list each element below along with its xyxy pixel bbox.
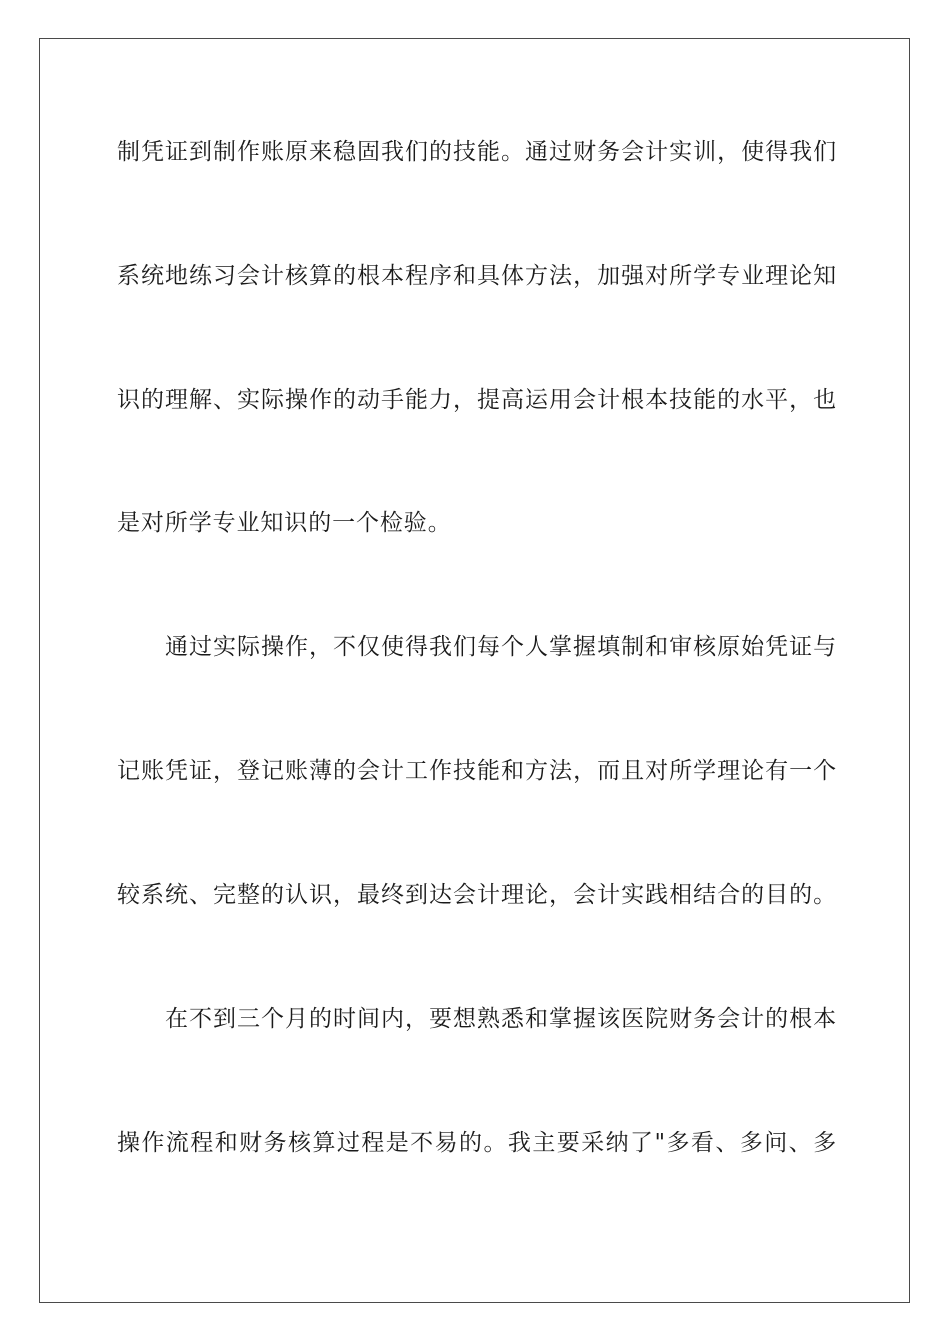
page-border	[39, 38, 910, 1303]
paragraph-line-1: 制凭证到制作账原来稳固我们的技能。通过财务会计实训，使得我们	[117, 139, 837, 165]
paragraph-line-9: 操作流程和财务核算过程是不易的。我主要采纳了"多看、多问、多	[117, 1130, 837, 1156]
paragraph-line-4: 是对所学专业知识的一个检验。	[117, 510, 452, 536]
paragraph-line-5: 通过实际操作，不仅使得我们每个人掌握填制和审核原始凭证与	[165, 634, 837, 660]
paragraph-line-3: 识的理解、实际操作的动手能力，提高运用会计根本技能的水平，也	[117, 387, 837, 413]
paragraph-line-2: 系统地练习会计核算的根本程序和具体方法，加强对所学专业理论知	[117, 263, 837, 289]
paragraph-line-7: 较系统、完整的认识，最终到达会计理论，会计实践相结合的目的。	[117, 882, 837, 908]
paragraph-line-8: 在不到三个月的时间内，要想熟悉和掌握该医院财务会计的根本	[165, 1006, 837, 1032]
paragraph-line-6: 记账凭证，登记账薄的会计工作技能和方法，而且对所学理论有一个	[117, 758, 837, 784]
